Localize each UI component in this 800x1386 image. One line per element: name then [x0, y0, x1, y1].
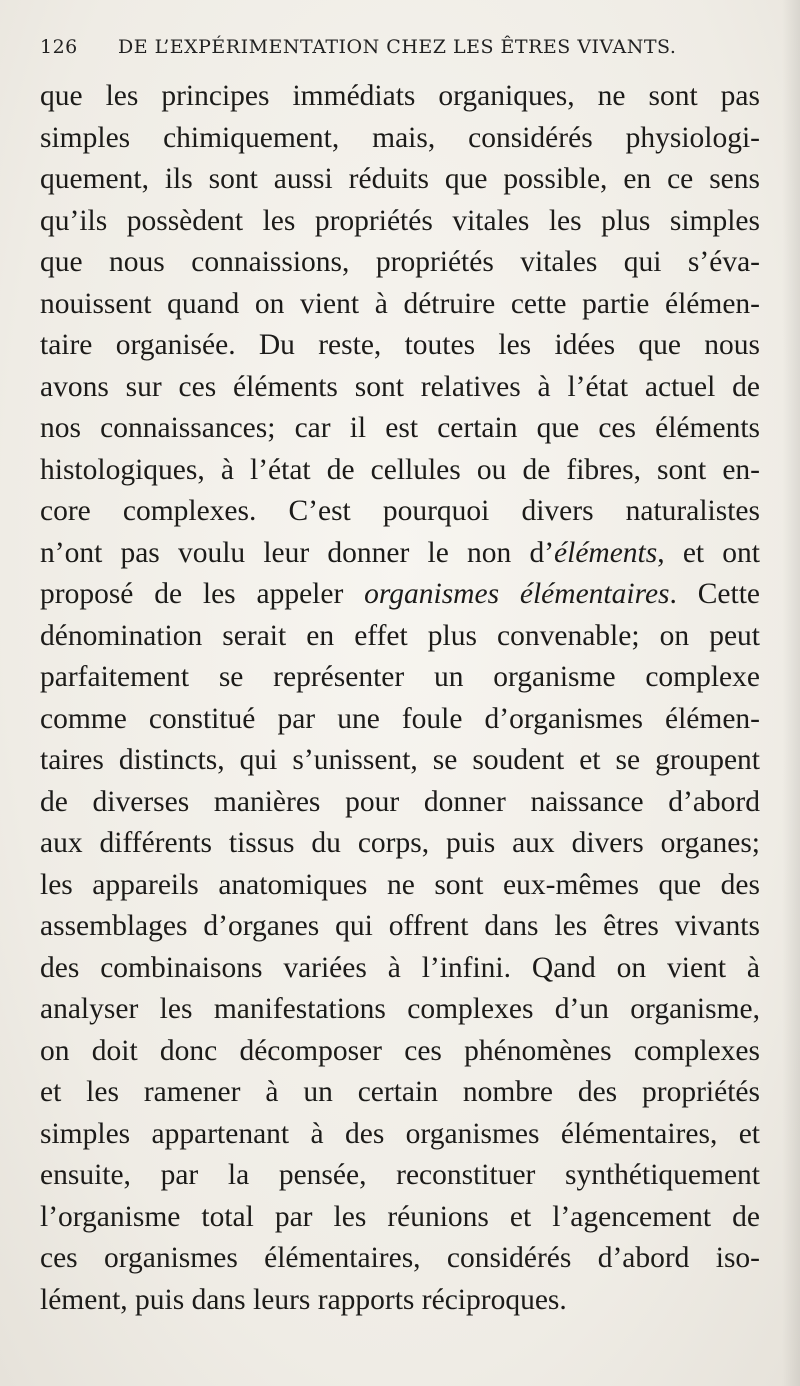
- text-line: lément, puis dans leurs rapports réciproques.: [40, 1283, 567, 1316]
- text-line: et les ramener à un certain nombre des propriétés: [40, 1076, 760, 1108]
- text-line: qu’ils possèdent les propriétés vitales les plus simples: [40, 204, 760, 237]
- text-run: n’ont pas voulu leur donner le non d’: [40, 536, 555, 569]
- italic-text-run: éléments: [554, 536, 658, 569]
- text-line: aux différents tissus du corps, puis aux divers organes;: [40, 827, 760, 859]
- text-line: quement, ils sont aussi réduits que possible, en ce sens: [40, 163, 760, 195]
- text-line: parfaitement se représenter un organisme complexe: [40, 661, 760, 693]
- text-line: assemblages d’organes qui offrent dans les êtres vivants: [40, 910, 760, 942]
- text-line: des combinaisons variées à l’infini. Qand on vient à: [40, 951, 760, 984]
- page-header: [40, 36, 760, 70]
- text-line: taire organisée. Du reste, toutes les idées que nous: [40, 329, 760, 361]
- text-line: taires distincts, qui s’unissent, se soudent et se groupent: [40, 744, 760, 776]
- text-line: nouissent quand on vient à détruire cette partie élémen-: [40, 287, 760, 320]
- text-line: les appareils anatomiques ne sont eux-mêmes que des: [40, 868, 760, 901]
- text-line: simples appartenant à des organismes élémentaires, et: [40, 1117, 760, 1150]
- text-line: de diverses manières pour donner naissance d’abord: [40, 785, 760, 818]
- body-paragraph: [40, 76, 760, 1321]
- text-line: que les principes immédiats organiques, ne sont pas: [40, 80, 760, 112]
- text-line: dénomination serait en effet plus convenable; on peut: [40, 619, 760, 652]
- running-title: DE L’EXPÉRIMENTATION CHEZ LES ÊTRES VIVANTS.: [118, 36, 677, 58]
- text-line: [40, 574, 760, 616]
- text-line: comme constitué par une foule d’organismes élémen-: [40, 702, 760, 735]
- text-run: , et ont: [657, 536, 760, 569]
- page-gutter-shadow: [782, 0, 800, 1386]
- text-line: simples chimiquement, mais, considérés physiologi-: [40, 121, 760, 154]
- text-line: l’organisme total par les réunions et l’agencement de: [40, 1200, 760, 1233]
- text-line: analyser les manifestations complexes d’un organisme,: [40, 993, 760, 1025]
- text-run: . Cette: [669, 578, 760, 610]
- text-line: core complexes. C’est pourquoi divers naturalistes: [40, 495, 760, 527]
- text-line: que nous connaissions, propriétés vitales qui s’éva-: [40, 246, 760, 278]
- text-line: on doit donc décomposer ces phénomènes complexes: [40, 1034, 760, 1067]
- text-line: [40, 533, 760, 575]
- text-line: ces organismes élémentaires, considérés d’abord iso-: [40, 1242, 760, 1274]
- text-line: nos connaissances; car il est certain que ces éléments: [40, 412, 760, 444]
- text-run: proposé de les appeler: [40, 578, 365, 610]
- italic-text-run: organismes élémentaires: [364, 578, 670, 610]
- text-line: ensuite, par la pensée, reconstituer synthétiquement: [40, 1159, 760, 1191]
- text-line: histologiques, à l’état de cellules ou de fibres, sont en-: [40, 453, 760, 486]
- text-line: avons sur ces éléments sont relatives à l’état actuel de: [40, 370, 760, 403]
- page-number: 126: [40, 36, 78, 58]
